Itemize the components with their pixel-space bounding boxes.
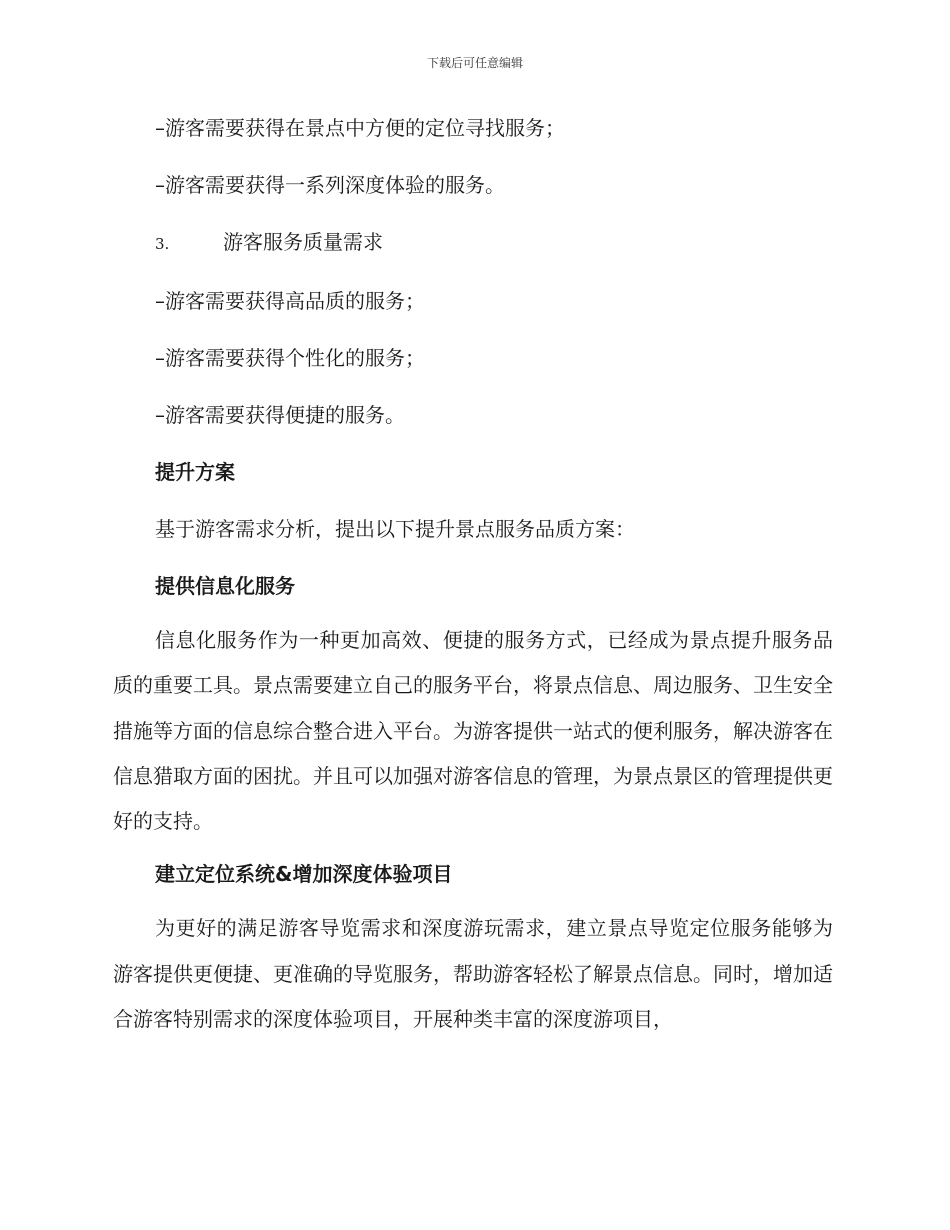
bullet-personalized: –游客需要获得个性化的服务； [155,346,425,370]
bullet-high-quality: –游客需要获得高品质的服务； [155,289,425,313]
info-service-paragraph: 信息化服务作为一种更加高效、便捷的服务方式，已经成为景点提升服务品质的重要工具。景点需要建立自己的服务平台，将景点信息、周边服务、卫生安全措施等方面的信息综合整合进入平台。为游客提供一站式的便利服务，解决游客在信息猎取方面的困扰。并且可以加强对游客信息的管理，为景点景区的管理提供更好的支持。 [113,628,833,834]
document-body [113,108,833,1052]
section-3-title: 游客服务质量需求 [223,230,383,254]
header-note: 下载后可任意编辑 [426,56,523,70]
bullet-convenient: –游客需要获得便捷的服务。 [155,403,405,427]
positioning-paragraph: 为更好的满足游客导览需求和深度游玩需求，建立景点导览定位服务能够为游客提供更便捷、更准确的导览服务，帮助游客轻松了解景点信息。同时，增加适合游客特别需求的深度体验项目，开展种类丰富的深度游项目， [113,916,833,1032]
section-3-heading [113,222,833,264]
bullet-location-service: –游客需要获得在景点中方便的定位寻找服务； [155,116,565,140]
bullet-deep-experience: –游客需要获得一系列深度体验的服务。 [155,173,505,197]
section-3-number: 3. [155,235,170,253]
info-service-heading: 提供信息化服务 [155,574,295,598]
plan-intro: 基于游客需求分析，提出以下提升景点服务品质方案： [155,517,635,541]
positioning-heading: 建立定位系统&增加深度体验项目 [155,862,453,887]
plan-heading: 提升方案 [155,460,235,484]
